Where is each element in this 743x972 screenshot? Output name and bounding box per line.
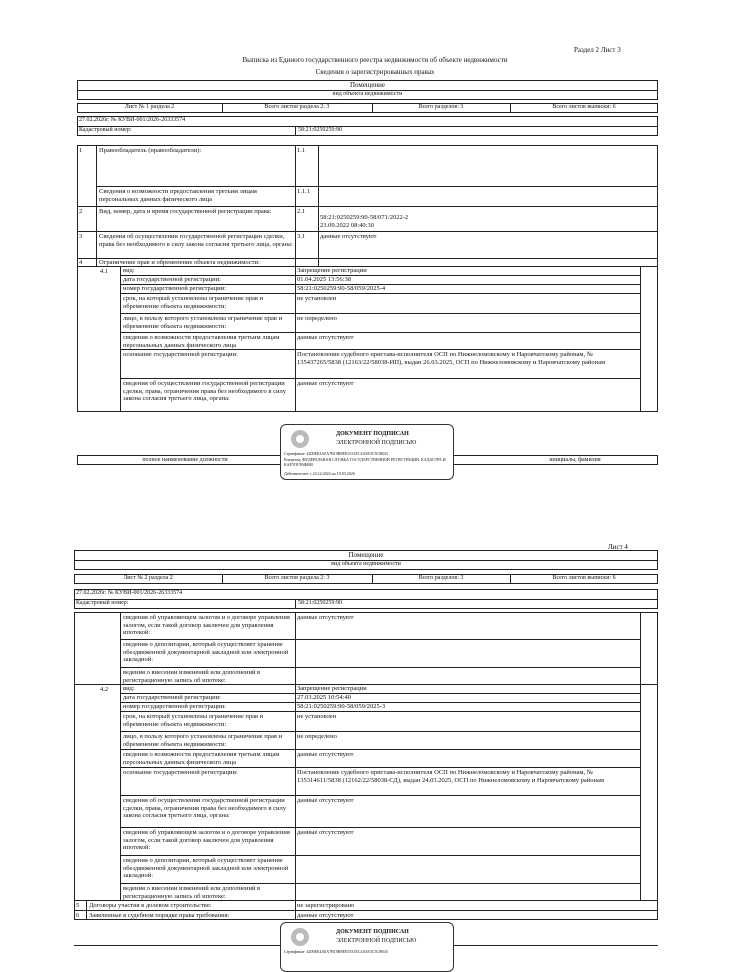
page1-object-type: Помещение	[349, 81, 386, 89]
p2-r5-num: 5	[76, 902, 80, 909]
p1-pd-val: данные отсутствуют	[297, 334, 354, 341]
p1-term-val: не установлен	[297, 295, 337, 302]
page1-sections-total: Всего разделов: 3	[418, 104, 464, 110]
p1-r2-val2: 23.09.2022 08:40:30	[320, 222, 374, 229]
p1-r2-code: 2.1	[297, 208, 306, 215]
p1-regno-label: номер государственной регистрации:	[123, 285, 226, 292]
p1-term-label: срок, на который установлены ограничение прав и обременение объекта недвижимости:	[123, 295, 264, 310]
p2-term-val: не установлен	[297, 713, 337, 720]
page1-footer-name: инициалы, фамилия	[549, 457, 601, 463]
p1-person-label: лицо, в пользу которого установлены ограничение прав и обременение объекта недвижимости:	[123, 315, 283, 330]
page1-e-signature-stamp	[280, 424, 454, 480]
p1-consent-label: сведения об осуществлении государственной регистрации сделки, права, ограничения права без необходимого в силу закона согласия третьего лица, органа:	[123, 380, 286, 402]
p2-person-label: лицо, в пользу которого установлены ограничение прав и обременение объекта недвижимости:	[123, 733, 283, 748]
page1-cad-label: Кадастровый номер:	[79, 127, 132, 133]
emblem-icon	[291, 928, 309, 946]
p1-kind-label: вид:	[123, 267, 135, 274]
p2-date-val: 27.03.2025 10:54:40	[297, 694, 351, 701]
page1-sheets-section: Всего листов раздела 2: 3	[264, 104, 330, 110]
p2-consent-val: данные отсутствуют	[297, 797, 354, 804]
page2-e-signature-stamp	[280, 922, 454, 972]
p2-r5-label: Договоры участия в долевом строительстве:	[89, 902, 212, 909]
page1-date-no: 27.02.2026г. № КУВИ-001/2026-26333574	[79, 117, 186, 123]
page2-sheet-no: Лист № 2 раздела 2	[123, 575, 173, 581]
stamp2-sub: ЭЛЕКТРОННОЙ ПОДПИСЬЮ	[336, 938, 417, 944]
p1-r11-code: 1.1.1	[297, 188, 310, 195]
p1-r1-code: 1.1	[297, 147, 306, 154]
page2-object-type: Помещение	[348, 551, 384, 559]
page1-sheet-no: Лист № 1 раздела 2	[124, 104, 175, 110]
p2-regno-label: номер государственной регистрации:	[123, 703, 226, 710]
page2-date-no: 27.02.2026г. № КУВИ-001/2026-26333574	[76, 590, 183, 596]
p2-r42-num: 4.2	[100, 686, 109, 693]
p1-basis-label: основание государственной регистрации:	[123, 351, 238, 358]
p1-r2-label: Вид, номер, дата и время государственной регистрации права:	[99, 208, 272, 215]
p1-r3-val: данные отсутствуют	[320, 233, 377, 240]
p2-date-label: дата государственной регистрации:	[123, 694, 221, 701]
p2-regno-val: 58:21:0250259:90-58/059/2025-3	[297, 703, 386, 710]
p2-r5-val: не зарегистрировано	[297, 902, 355, 909]
page2-cad-label: Кадастровый номер:	[76, 600, 129, 606]
p2-consent-label: сведения об осуществлении государственной регистрации сделки, права, ограничения права без необходимого в силу закона согласия третьего лица, органа:	[123, 797, 286, 819]
page1-cad-value: 58:21:0250259:90	[298, 127, 343, 133]
stamp1-valid: Действителен: с 24.12.2024 по 19.03.2026	[284, 471, 355, 476]
p1-r3-code: 3.1	[297, 233, 306, 240]
stamp2-cert: Сертификат: 4200ЕЕ4А0А7В19В8ЕЕ5531ЕС4А5Е3С5С9В43	[284, 949, 388, 954]
p2-changes2-label: ведения о внесении изменений или дополнений в регистрационную запись об ипотеке:	[123, 885, 261, 900]
p2-pledge2-val: данные отсутствуют	[297, 829, 354, 836]
p2-depo2-label: сведения о депозитарии, который осуществляет хранение обездвиженной документарной закладной или электронной закладной:	[123, 857, 289, 879]
p2-person-val: не определено	[297, 733, 337, 740]
p1-date-val: 01.04.2025 13:56:38	[297, 276, 351, 283]
page2-header-right: Лист 4	[608, 543, 628, 551]
p2-pledge2-label: сведения об управляющем залогом и о договоре управления залогом, если такой договор заключен для управления ипотекой:	[123, 829, 290, 851]
p1-basis-val: Постановление судебного пристава-исполнителя ОСП по Нижнеломовскому и Наровчатскому районам, № 135437265/5838 (12163/22/58038-ИП), выдан 26.03.2025, ОСП по Нижнеломовскому и Наровчатскому районам	[297, 351, 606, 366]
page1-title: Выписка из Единого государственного реестра недвижимости об объекте недвижимости	[242, 56, 508, 64]
p1-kind-val: Запрещение регистрации	[297, 267, 367, 274]
p2-pledge-label: сведения об управляющем залогом и о договоре управления залогом, если такой договор заключен для управления ипотекой:	[123, 614, 290, 636]
p1-regno-val: 58:21:0250259:90-58/059/2025-4	[297, 285, 386, 292]
p1-r1-num: 1	[79, 147, 83, 154]
p2-kind-label: вид:	[123, 685, 135, 692]
p2-r6-num: 6	[76, 912, 80, 919]
p2-r6-val: данные отсутствуют	[297, 912, 354, 919]
p2-changes-label: ведения о внесении изменений или дополнений в регистрационную запись об ипотеке:	[123, 669, 261, 684]
p1-r41-num: 4.1	[100, 268, 109, 275]
p1-pd-label: сведения о возможности предоставления третьим лицам персональных данных физического лица	[123, 334, 280, 349]
p1-r11-label: Сведения о возможности предоставления третьим лицам персональных данных физического лица	[99, 188, 257, 203]
page2-sheets-section: Всего листов раздела 2: 3	[264, 575, 330, 581]
page1-header-right: Раздел 2 Лист 3	[574, 46, 621, 54]
page2-extract-sheets: Всего листов выписки: 6	[552, 575, 616, 581]
p1-r4-num: 4	[79, 259, 83, 266]
page2-cad-value: 58:21:0250259:90	[298, 600, 343, 606]
page1-subtitle: Сведения о зарегистрированных правах	[315, 68, 435, 76]
stamp1-owner: Владелец: ФЕДЕРАЛЬНАЯ СЛУЖБА ГОСУДАРСТВЕННОЙ РЕГИСТРАЦИИ, КАДАСТРА И КАРТОГРАФИИ	[284, 457, 446, 467]
p2-basis-label: основание государственной регистрации:	[123, 769, 238, 776]
p2-kind-val: Запрещение регистрации	[297, 685, 367, 692]
p2-depo-label: сведения о депозитарии, который осуществляет хранение обездвиженной документарной закладной или электронной закладной:	[123, 641, 289, 663]
stamp2-title: ДОКУМЕНТ ПОДПИСАН	[336, 929, 409, 935]
p2-pledge-val: данные отсутствуют	[297, 614, 354, 621]
p2-r6-label: Заявленные в судебном порядке права требования:	[89, 912, 230, 919]
p1-r3-num: 3	[79, 233, 83, 240]
stamp1-title: ДОКУМЕНТ ПОДПИСАН	[336, 431, 409, 437]
page1-object-label: вид объекта недвижимости	[332, 91, 403, 97]
p1-r1-label: Правообладатель (правообладатели):	[99, 147, 202, 154]
p2-pd-val: данные отсутствуют	[297, 751, 354, 758]
p1-r2-val1: 58:21:0250259:90-58/071/2022-2	[320, 214, 409, 221]
page2-object-label: вид объекта недвижимости	[331, 561, 401, 567]
stamp1-sub: ЭЛЕКТРОННОЙ ПОДПИСЬЮ	[336, 440, 417, 446]
p1-r2-num: 2	[79, 208, 83, 215]
p2-pd-label: сведения о возможности предоставления третьим лицам персональных данных физического лица	[123, 751, 280, 766]
p1-r3-label: Сведения об осуществлении государственной регистрации сделки, права без необходимого в силу закона согласия третьего лица, органа:	[99, 233, 293, 248]
p2-term-label: срок, на который установлены ограничение прав и обременение объекта недвижимости:	[123, 713, 264, 728]
p1-date-label: дата государственной регистрации:	[123, 276, 221, 283]
page1-footer-position: полное наименование должности	[142, 457, 228, 463]
p1-consent-val: данные отсутствуют	[297, 380, 354, 387]
stamp1-cert: Сертификат: 4200ЕЕ4А0А7В19В8ЕЕ5531ЕС4А5Е3С5С9В43	[284, 451, 388, 456]
p1-person-val: не определено	[297, 315, 337, 322]
p1-r4-label: Ограничение прав и обременение объекта недвижимости:	[99, 259, 260, 266]
emblem-icon	[291, 430, 309, 448]
page2-sections-total: Всего разделов: 3	[418, 575, 464, 581]
p2-basis-val: Постановление судебного пристава-исполнителя ОСП по Нижнеломовскому и Наровчатскому районам, № 135314611/5838 (12162/22/58038-СД), выдан 24.03.2025, ОСП по Нижнеломовскому и Наровчатскому районам	[297, 769, 604, 784]
page1-extract-sheets: Всего листов выписки: 6	[552, 104, 616, 110]
